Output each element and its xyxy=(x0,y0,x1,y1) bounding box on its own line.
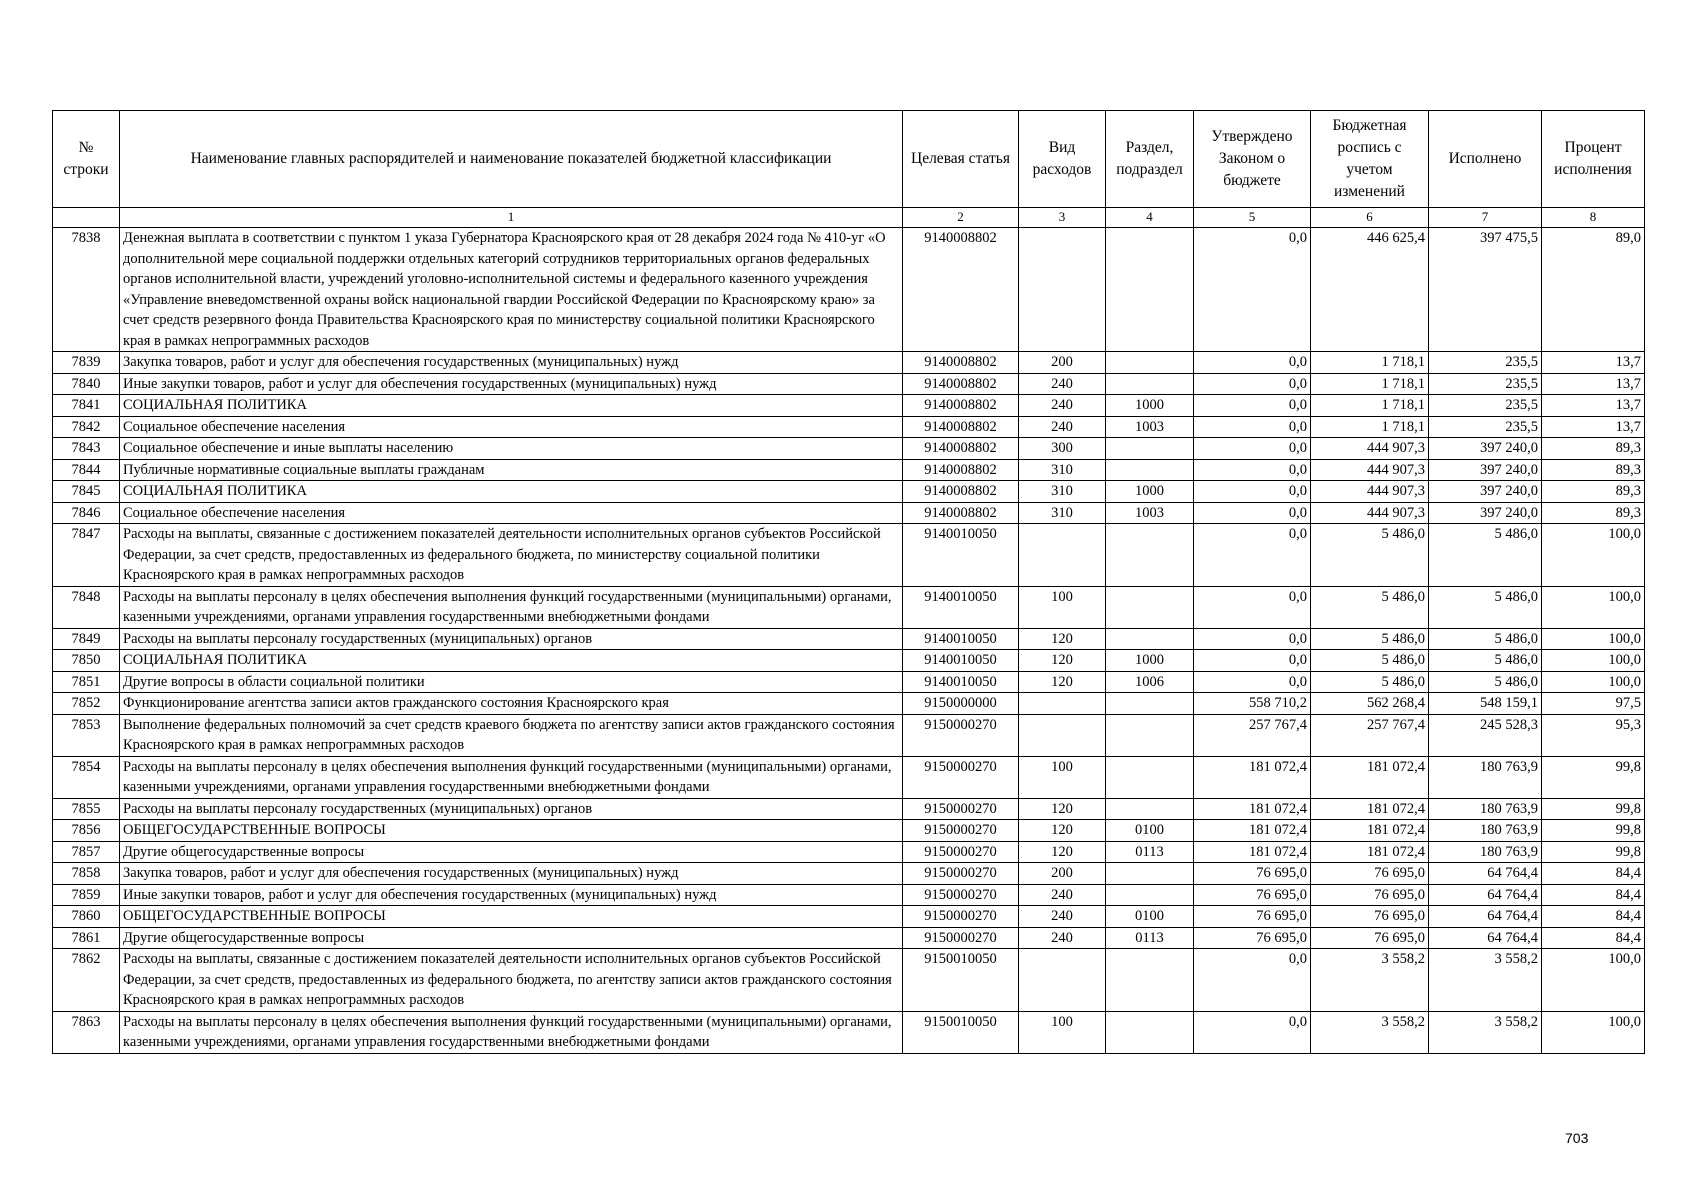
row-number: 7859 xyxy=(53,884,120,906)
table-row xyxy=(53,628,1645,650)
table-row xyxy=(53,949,1645,1012)
row-expense-type: 240 xyxy=(1019,927,1106,949)
row-name: Иные закупки товаров, работ и услуг для обеспечения государственных (муниципальных) нужд xyxy=(120,373,903,395)
row-percent: 99,8 xyxy=(1542,756,1645,798)
row-approved: 0,0 xyxy=(1194,228,1311,352)
row-number: 7839 xyxy=(53,352,120,374)
row-percent: 100,0 xyxy=(1542,650,1645,672)
row-expense-type: 120 xyxy=(1019,820,1106,842)
row-percent: 100,0 xyxy=(1542,949,1645,1012)
row-section: 1000 xyxy=(1106,481,1194,503)
header-target-article: Целевая статья xyxy=(903,111,1019,208)
row-name: Расходы на выплаты персоналу в целях обеспечения выполнения функций государственными (муниципальными) органами, казенными учреждениями, органами управления государственными внебюджетными фондами xyxy=(120,1011,903,1053)
row-target-article: 9140008802 xyxy=(903,502,1019,524)
row-target-article: 9150000270 xyxy=(903,714,1019,756)
table-row xyxy=(53,927,1645,949)
row-percent: 89,3 xyxy=(1542,502,1645,524)
row-budget-schedule: 444 907,3 xyxy=(1311,438,1429,460)
row-expense-type: 100 xyxy=(1019,756,1106,798)
row-number: 7838 xyxy=(53,228,120,352)
row-executed: 397 240,0 xyxy=(1429,438,1542,460)
header-percent: Процент исполнения xyxy=(1542,111,1645,208)
row-number: 7849 xyxy=(53,628,120,650)
page-number: 703 xyxy=(1565,1130,1589,1146)
row-percent: 97,5 xyxy=(1542,693,1645,715)
row-budget-schedule: 5 486,0 xyxy=(1311,650,1429,672)
row-target-article: 9150010050 xyxy=(903,949,1019,1012)
column-number: 2 xyxy=(903,208,1019,228)
row-percent: 84,4 xyxy=(1542,927,1645,949)
row-percent: 13,7 xyxy=(1542,373,1645,395)
row-number: 7846 xyxy=(53,502,120,524)
row-expense-type: 120 xyxy=(1019,671,1106,693)
column-number: 3 xyxy=(1019,208,1106,228)
table-body xyxy=(53,228,1645,1054)
row-approved: 0,0 xyxy=(1194,438,1311,460)
row-approved: 257 767,4 xyxy=(1194,714,1311,756)
table-row xyxy=(53,459,1645,481)
table-row xyxy=(53,650,1645,672)
row-budget-schedule: 76 695,0 xyxy=(1311,927,1429,949)
row-budget-schedule: 181 072,4 xyxy=(1311,841,1429,863)
row-percent: 13,7 xyxy=(1542,395,1645,417)
row-percent: 84,4 xyxy=(1542,863,1645,885)
row-approved: 0,0 xyxy=(1194,459,1311,481)
column-number xyxy=(53,208,120,228)
row-section: 1003 xyxy=(1106,502,1194,524)
header-expense-type: Вид расходов xyxy=(1019,111,1106,208)
row-section: 1000 xyxy=(1106,395,1194,417)
row-percent: 89,3 xyxy=(1542,481,1645,503)
row-executed: 64 764,4 xyxy=(1429,863,1542,885)
column-number: 1 xyxy=(120,208,903,228)
row-name: Денежная выплата в соответствии с пунктом 1 указа Губернатора Красноярского края от 28 декабря 2024 года № 410-уг «О дополнительной мере социальной поддержки отдельных категорий сотрудников территориальных органов федеральных органов исполнительной власти, учреждений уголовно-исполнительной системы и федерального казенного учреждения «Управление вневедомственной охраны войск национальной гвардии Российской Федерации по Красноярскому краю» за счет средств резервного фонда Правительства Красноярского края по министерству социальной политики Красноярского края в рамках непрограммных расходов xyxy=(120,228,903,352)
row-name: Социальное обеспечение населения xyxy=(120,416,903,438)
row-percent: 99,8 xyxy=(1542,820,1645,842)
header-row xyxy=(53,111,1645,208)
row-target-article: 9150000000 xyxy=(903,693,1019,715)
column-number: 6 xyxy=(1311,208,1429,228)
header-executed: Исполнено xyxy=(1429,111,1542,208)
row-target-article: 9150000270 xyxy=(903,798,1019,820)
row-target-article: 9140008802 xyxy=(903,481,1019,503)
row-budget-schedule: 181 072,4 xyxy=(1311,756,1429,798)
row-executed: 180 763,9 xyxy=(1429,841,1542,863)
row-budget-schedule: 1 718,1 xyxy=(1311,395,1429,417)
row-expense-type: 240 xyxy=(1019,395,1106,417)
row-number: 7861 xyxy=(53,927,120,949)
row-name: Публичные нормативные социальные выплаты гражданам xyxy=(120,459,903,481)
row-target-article: 9150000270 xyxy=(903,884,1019,906)
row-executed: 64 764,4 xyxy=(1429,927,1542,949)
row-name: Выполнение федеральных полномочий за счет средств краевого бюджета по агентству записи актов гражданского состояния Красноярского края в рамках непрограммных расходов xyxy=(120,714,903,756)
row-section xyxy=(1106,693,1194,715)
row-approved: 0,0 xyxy=(1194,650,1311,672)
table-row xyxy=(53,416,1645,438)
row-number: 7852 xyxy=(53,693,120,715)
row-percent: 95,3 xyxy=(1542,714,1645,756)
row-approved: 0,0 xyxy=(1194,671,1311,693)
row-name: Социальное обеспечение населения xyxy=(120,502,903,524)
table-row xyxy=(53,228,1645,352)
row-budget-schedule: 3 558,2 xyxy=(1311,949,1429,1012)
table-row xyxy=(53,841,1645,863)
row-target-article: 9140010050 xyxy=(903,586,1019,628)
row-budget-schedule: 76 695,0 xyxy=(1311,863,1429,885)
row-name: Другие общегосударственные вопросы xyxy=(120,841,903,863)
row-budget-schedule: 181 072,4 xyxy=(1311,820,1429,842)
row-percent: 99,8 xyxy=(1542,841,1645,863)
row-percent: 84,4 xyxy=(1542,884,1645,906)
row-expense-type: 120 xyxy=(1019,798,1106,820)
row-number: 7851 xyxy=(53,671,120,693)
row-section xyxy=(1106,586,1194,628)
row-name: Социальное обеспечение и иные выплаты населению xyxy=(120,438,903,460)
row-expense-type xyxy=(1019,228,1106,352)
row-expense-type: 310 xyxy=(1019,502,1106,524)
row-target-article: 9150000270 xyxy=(903,841,1019,863)
row-executed: 235,5 xyxy=(1429,395,1542,417)
row-approved: 0,0 xyxy=(1194,628,1311,650)
row-expense-type: 200 xyxy=(1019,863,1106,885)
row-target-article: 9140008802 xyxy=(903,459,1019,481)
row-name: СОЦИАЛЬНАЯ ПОЛИТИКА xyxy=(120,395,903,417)
row-section xyxy=(1106,438,1194,460)
row-approved: 181 072,4 xyxy=(1194,841,1311,863)
header-budget-schedule: Бюджетная роспись с учетом изменений xyxy=(1311,111,1429,208)
row-executed: 5 486,0 xyxy=(1429,524,1542,587)
row-budget-schedule: 562 268,4 xyxy=(1311,693,1429,715)
row-number: 7863 xyxy=(53,1011,120,1053)
row-target-article: 9140010050 xyxy=(903,650,1019,672)
row-section xyxy=(1106,714,1194,756)
row-executed: 180 763,9 xyxy=(1429,756,1542,798)
row-section xyxy=(1106,949,1194,1012)
row-target-article: 9150010050 xyxy=(903,1011,1019,1053)
row-target-article: 9150000270 xyxy=(903,906,1019,928)
row-section xyxy=(1106,228,1194,352)
row-section xyxy=(1106,863,1194,885)
row-section xyxy=(1106,459,1194,481)
row-section: 0100 xyxy=(1106,906,1194,928)
row-percent: 100,0 xyxy=(1542,524,1645,587)
row-expense-type: 240 xyxy=(1019,884,1106,906)
row-executed: 235,5 xyxy=(1429,373,1542,395)
row-number: 7843 xyxy=(53,438,120,460)
row-expense-type: 120 xyxy=(1019,650,1106,672)
table-row xyxy=(53,395,1645,417)
row-number: 7856 xyxy=(53,820,120,842)
table-row xyxy=(53,906,1645,928)
row-budget-schedule: 446 625,4 xyxy=(1311,228,1429,352)
row-name: Закупка товаров, работ и услуг для обеспечения государственных (муниципальных) нужд xyxy=(120,352,903,374)
row-budget-schedule: 1 718,1 xyxy=(1311,416,1429,438)
row-number: 7840 xyxy=(53,373,120,395)
table-row xyxy=(53,820,1645,842)
row-expense-type: 120 xyxy=(1019,841,1106,863)
row-budget-schedule: 1 718,1 xyxy=(1311,352,1429,374)
row-number: 7850 xyxy=(53,650,120,672)
row-name: Расходы на выплаты, связанные с достижением показателей деятельности исполнительных органов субъектов Российской Федерации, за счет средств, предоставленных из федерального бюджета, по агентству записи актов гражданского состояния Красноярского края в рамках непрограммных расходов xyxy=(120,949,903,1012)
row-expense-type: 100 xyxy=(1019,586,1106,628)
row-number: 7854 xyxy=(53,756,120,798)
row-percent: 84,4 xyxy=(1542,906,1645,928)
row-budget-schedule: 5 486,0 xyxy=(1311,628,1429,650)
row-section: 1006 xyxy=(1106,671,1194,693)
row-name: Закупка товаров, работ и услуг для обеспечения государственных (муниципальных) нужд xyxy=(120,863,903,885)
row-percent: 100,0 xyxy=(1542,628,1645,650)
row-number: 7845 xyxy=(53,481,120,503)
row-name: Расходы на выплаты персоналу государственных (муниципальных) органов xyxy=(120,628,903,650)
row-percent: 99,8 xyxy=(1542,798,1645,820)
row-approved: 76 695,0 xyxy=(1194,863,1311,885)
row-approved: 0,0 xyxy=(1194,373,1311,395)
row-name: Расходы на выплаты, связанные с достижением показателей деятельности исполнительных органов субъектов Российской Федерации, за счет средств, предоставленных из федерального бюджета, по министерству социальной политики Красноярского края в рамках непрограммных расходов xyxy=(120,524,903,587)
row-target-article: 9140010050 xyxy=(903,524,1019,587)
row-approved: 0,0 xyxy=(1194,524,1311,587)
row-target-article: 9140008802 xyxy=(903,438,1019,460)
row-executed: 64 764,4 xyxy=(1429,884,1542,906)
column-number: 8 xyxy=(1542,208,1645,228)
row-executed: 180 763,9 xyxy=(1429,820,1542,842)
row-percent: 13,7 xyxy=(1542,352,1645,374)
header-section: Раздел, подраздел xyxy=(1106,111,1194,208)
row-executed: 64 764,4 xyxy=(1429,906,1542,928)
row-number: 7844 xyxy=(53,459,120,481)
row-expense-type xyxy=(1019,949,1106,1012)
row-number: 7853 xyxy=(53,714,120,756)
row-target-article: 9140008802 xyxy=(903,228,1019,352)
row-number: 7855 xyxy=(53,798,120,820)
row-number: 7841 xyxy=(53,395,120,417)
row-budget-schedule: 444 907,3 xyxy=(1311,502,1429,524)
row-executed: 5 486,0 xyxy=(1429,586,1542,628)
row-section xyxy=(1106,373,1194,395)
row-approved: 0,0 xyxy=(1194,586,1311,628)
table-row xyxy=(53,671,1645,693)
row-target-article: 9140008802 xyxy=(903,395,1019,417)
row-name: ОБЩЕГОСУДАРСТВЕННЫЕ ВОПРОСЫ xyxy=(120,906,903,928)
row-budget-schedule: 3 558,2 xyxy=(1311,1011,1429,1053)
table-row xyxy=(53,438,1645,460)
row-section xyxy=(1106,756,1194,798)
row-approved: 0,0 xyxy=(1194,395,1311,417)
table-row xyxy=(53,884,1645,906)
table-row xyxy=(53,798,1645,820)
row-percent: 89,3 xyxy=(1542,459,1645,481)
table-row xyxy=(53,693,1645,715)
row-name: СОЦИАЛЬНАЯ ПОЛИТИКА xyxy=(120,650,903,672)
row-budget-schedule: 1 718,1 xyxy=(1311,373,1429,395)
table-row xyxy=(53,373,1645,395)
row-target-article: 9140010050 xyxy=(903,628,1019,650)
row-executed: 3 558,2 xyxy=(1429,949,1542,1012)
row-budget-schedule: 444 907,3 xyxy=(1311,459,1429,481)
row-target-article: 9140010050 xyxy=(903,671,1019,693)
row-section xyxy=(1106,884,1194,906)
row-budget-schedule: 257 767,4 xyxy=(1311,714,1429,756)
row-executed: 245 528,3 xyxy=(1429,714,1542,756)
row-expense-type: 200 xyxy=(1019,352,1106,374)
table-row xyxy=(53,756,1645,798)
row-number: 7857 xyxy=(53,841,120,863)
row-percent: 13,7 xyxy=(1542,416,1645,438)
row-expense-type: 300 xyxy=(1019,438,1106,460)
row-executed: 180 763,9 xyxy=(1429,798,1542,820)
row-name: Функционирование агентства записи актов гражданского состояния Красноярского края xyxy=(120,693,903,715)
row-number: 7842 xyxy=(53,416,120,438)
row-percent: 100,0 xyxy=(1542,586,1645,628)
row-approved: 0,0 xyxy=(1194,502,1311,524)
row-expense-type: 310 xyxy=(1019,481,1106,503)
row-section: 1003 xyxy=(1106,416,1194,438)
row-name: Расходы на выплаты персоналу в целях обеспечения выполнения функций государственными (муниципальными) органами, казенными учреждениями, органами управления государственными внебюджетными фондами xyxy=(120,586,903,628)
row-section xyxy=(1106,628,1194,650)
row-executed: 5 486,0 xyxy=(1429,628,1542,650)
row-expense-type: 100 xyxy=(1019,1011,1106,1053)
row-approved: 76 695,0 xyxy=(1194,927,1311,949)
row-target-article: 9150000270 xyxy=(903,756,1019,798)
row-name: Иные закупки товаров, работ и услуг для обеспечения государственных (муниципальных) нужд xyxy=(120,884,903,906)
row-executed: 235,5 xyxy=(1429,416,1542,438)
table-row xyxy=(53,524,1645,587)
row-name: ОБЩЕГОСУДАРСТВЕННЫЕ ВОПРОСЫ xyxy=(120,820,903,842)
table-row xyxy=(53,863,1645,885)
column-number: 4 xyxy=(1106,208,1194,228)
row-expense-type xyxy=(1019,524,1106,587)
row-approved: 181 072,4 xyxy=(1194,756,1311,798)
row-name: СОЦИАЛЬНАЯ ПОЛИТИКА xyxy=(120,481,903,503)
row-executed: 235,5 xyxy=(1429,352,1542,374)
row-number: 7847 xyxy=(53,524,120,587)
column-number-row xyxy=(53,208,1645,228)
row-section xyxy=(1106,352,1194,374)
row-number: 7858 xyxy=(53,863,120,885)
table-row xyxy=(53,714,1645,756)
row-approved: 181 072,4 xyxy=(1194,798,1311,820)
row-approved: 181 072,4 xyxy=(1194,820,1311,842)
row-expense-type: 240 xyxy=(1019,416,1106,438)
row-section xyxy=(1106,1011,1194,1053)
row-name: Другие общегосударственные вопросы xyxy=(120,927,903,949)
row-percent: 89,0 xyxy=(1542,228,1645,352)
header-row-number: № строки xyxy=(53,111,120,208)
row-approved: 76 695,0 xyxy=(1194,906,1311,928)
row-number: 7862 xyxy=(53,949,120,1012)
table-row xyxy=(53,352,1645,374)
row-expense-type xyxy=(1019,693,1106,715)
row-executed: 548 159,1 xyxy=(1429,693,1542,715)
row-section: 0113 xyxy=(1106,927,1194,949)
row-budget-schedule: 5 486,0 xyxy=(1311,671,1429,693)
row-target-article: 9150000270 xyxy=(903,927,1019,949)
row-section: 1000 xyxy=(1106,650,1194,672)
table-row xyxy=(53,1011,1645,1053)
table-row xyxy=(53,481,1645,503)
table-row xyxy=(53,502,1645,524)
row-budget-schedule: 76 695,0 xyxy=(1311,884,1429,906)
row-executed: 397 240,0 xyxy=(1429,459,1542,481)
row-name: Расходы на выплаты персоналу государственных (муниципальных) органов xyxy=(120,798,903,820)
row-expense-type: 240 xyxy=(1019,906,1106,928)
row-expense-type: 310 xyxy=(1019,459,1106,481)
row-expense-type xyxy=(1019,714,1106,756)
row-approved: 0,0 xyxy=(1194,949,1311,1012)
column-number: 7 xyxy=(1429,208,1542,228)
row-target-article: 9150000270 xyxy=(903,820,1019,842)
row-name: Расходы на выплаты персоналу в целях обеспечения выполнения функций государственными (муниципальными) органами, казенными учреждениями, органами управления государственными внебюджетными фондами xyxy=(120,756,903,798)
row-percent: 89,3 xyxy=(1542,438,1645,460)
row-executed: 397 240,0 xyxy=(1429,481,1542,503)
row-expense-type: 120 xyxy=(1019,628,1106,650)
table-row xyxy=(53,586,1645,628)
row-approved: 0,0 xyxy=(1194,1011,1311,1053)
row-target-article: 9140008802 xyxy=(903,352,1019,374)
row-approved: 0,0 xyxy=(1194,481,1311,503)
row-executed: 3 558,2 xyxy=(1429,1011,1542,1053)
budget-table xyxy=(52,110,1645,1054)
row-budget-schedule: 181 072,4 xyxy=(1311,798,1429,820)
row-target-article: 9150000270 xyxy=(903,863,1019,885)
row-section xyxy=(1106,798,1194,820)
row-section: 0113 xyxy=(1106,841,1194,863)
row-name: Другие вопросы в области социальной политики xyxy=(120,671,903,693)
row-number: 7860 xyxy=(53,906,120,928)
row-executed: 5 486,0 xyxy=(1429,671,1542,693)
row-approved: 76 695,0 xyxy=(1194,884,1311,906)
header-approved: Утверждено Законом о бюджете xyxy=(1194,111,1311,208)
row-budget-schedule: 444 907,3 xyxy=(1311,481,1429,503)
row-budget-schedule: 5 486,0 xyxy=(1311,586,1429,628)
row-expense-type: 240 xyxy=(1019,373,1106,395)
row-approved: 0,0 xyxy=(1194,416,1311,438)
row-executed: 397 240,0 xyxy=(1429,502,1542,524)
row-budget-schedule: 5 486,0 xyxy=(1311,524,1429,587)
row-budget-schedule: 76 695,0 xyxy=(1311,906,1429,928)
row-executed: 5 486,0 xyxy=(1429,650,1542,672)
row-executed: 397 475,5 xyxy=(1429,228,1542,352)
row-target-article: 9140008802 xyxy=(903,416,1019,438)
row-approved: 558 710,2 xyxy=(1194,693,1311,715)
row-target-article: 9140008802 xyxy=(903,373,1019,395)
row-section: 0100 xyxy=(1106,820,1194,842)
header-name: Наименование главных распорядителей и наименование показателей бюджетной классификации xyxy=(120,111,903,208)
row-percent: 100,0 xyxy=(1542,1011,1645,1053)
row-number: 7848 xyxy=(53,586,120,628)
row-approved: 0,0 xyxy=(1194,352,1311,374)
column-number: 5 xyxy=(1194,208,1311,228)
row-percent: 100,0 xyxy=(1542,671,1645,693)
row-section xyxy=(1106,524,1194,587)
